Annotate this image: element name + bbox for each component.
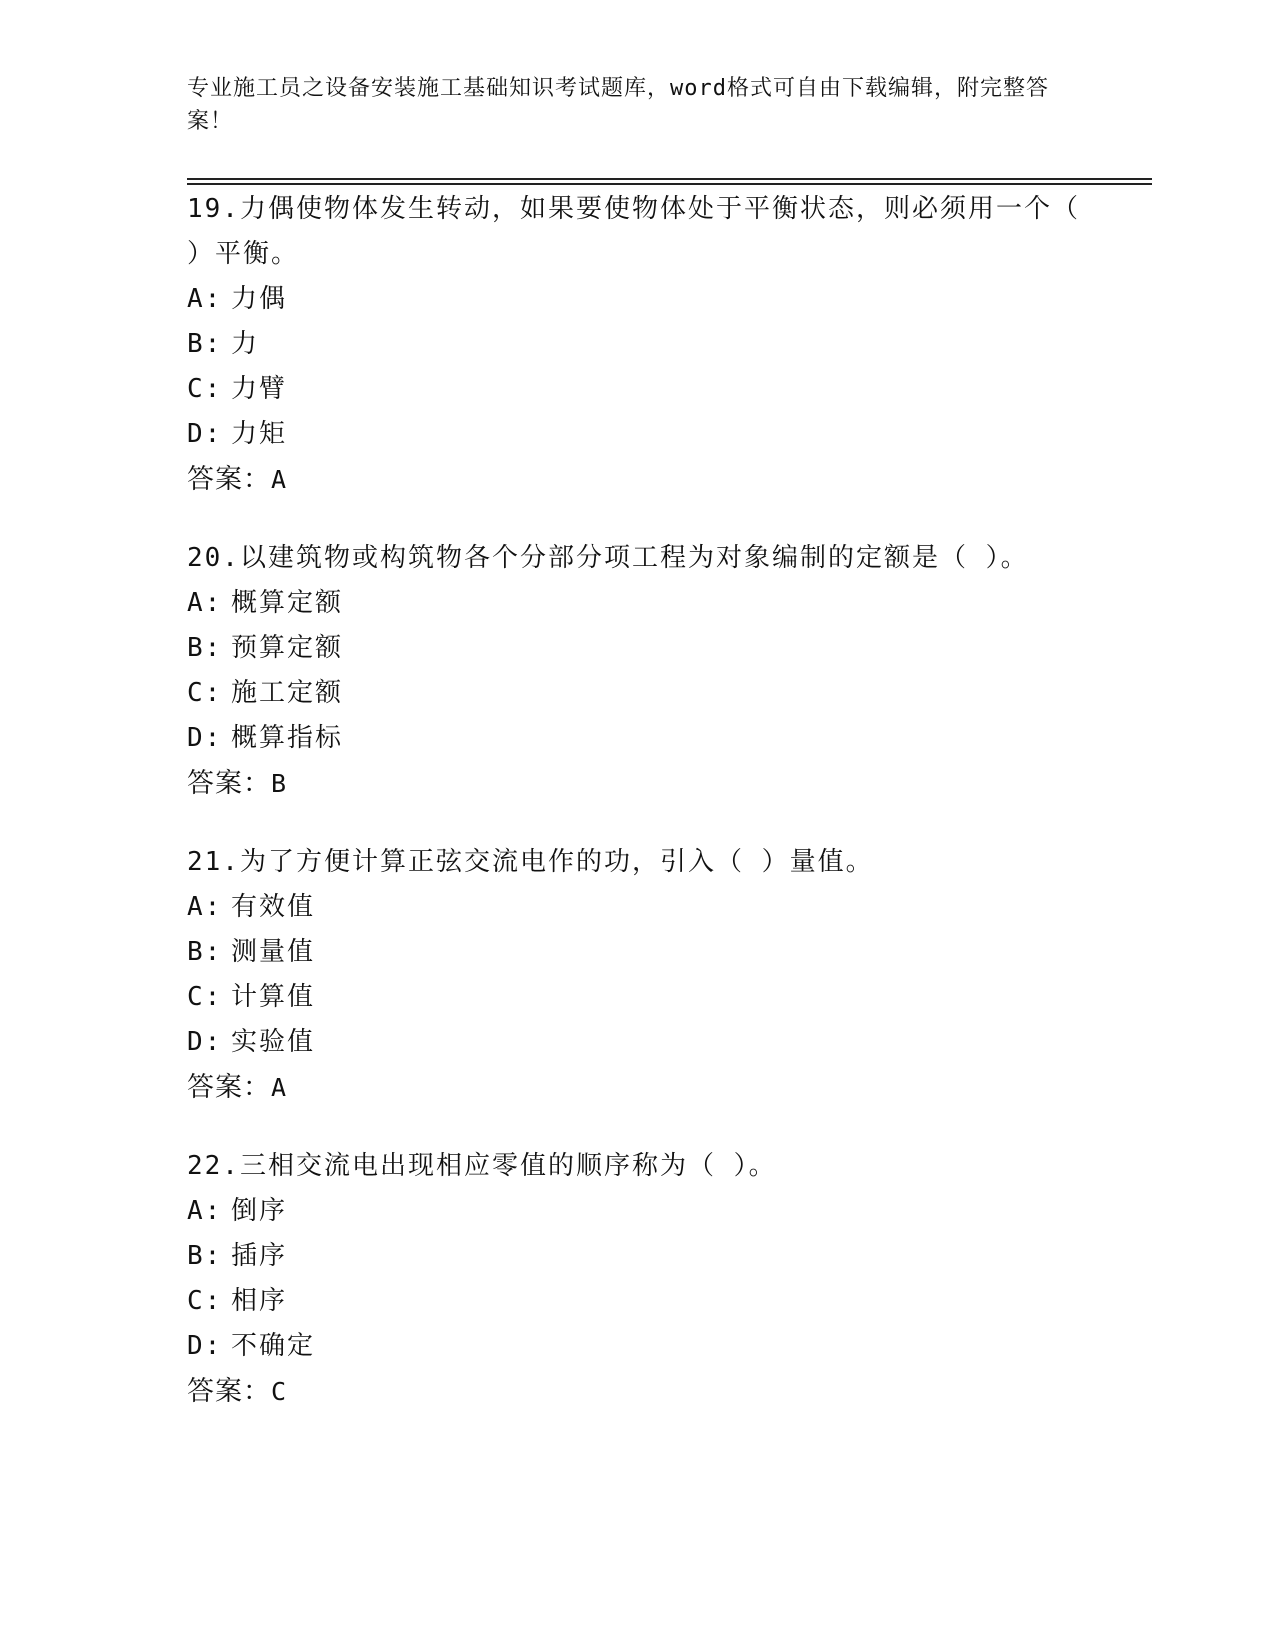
question-19: [187, 187, 1087, 502]
option-key: D:: [187, 419, 223, 449]
option-d: [187, 412, 1087, 457]
option-a: [187, 885, 1087, 930]
answer-label: 答案：: [187, 1376, 271, 1407]
option-text: 有效值: [231, 892, 316, 922]
option-c: [187, 975, 1087, 1020]
option-text: 实验值: [231, 1027, 316, 1057]
option-d: [187, 1324, 1087, 1369]
answer-label: 答案：: [187, 768, 271, 799]
document-header: 专业施工员之设备安装施工基础知识考试题库，word格式可自由下载编辑，附完整答案！: [187, 76, 1049, 134]
option-key: B:: [187, 1241, 223, 1271]
option-text: 倒序: [231, 1196, 288, 1226]
answer-line: [187, 1369, 1087, 1414]
option-key: A:: [187, 1196, 223, 1226]
option-text: 力偶: [231, 284, 288, 314]
question-list: [187, 187, 1087, 1448]
option-key: D:: [187, 1027, 223, 1057]
option-key: C:: [187, 374, 223, 404]
option-text: 概算定额: [231, 588, 344, 618]
question-21: [187, 840, 1087, 1110]
option-text: 不确定: [231, 1331, 316, 1361]
option-c: [187, 1279, 1087, 1324]
option-b: [187, 930, 1087, 975]
answer-label: 答案：: [187, 1072, 271, 1103]
answer-value: B: [271, 769, 288, 798]
option-text: 力臂: [231, 374, 288, 404]
option-key: B:: [187, 937, 223, 967]
question-stem: 20.以建筑物或构筑物各个分部分项工程为对象编制的定额是（ ）。: [187, 543, 1029, 573]
option-key: D:: [187, 723, 223, 753]
option-text: 插序: [231, 1241, 288, 1271]
option-text: 力: [231, 329, 260, 359]
option-key: A:: [187, 284, 223, 314]
option-text: 测量值: [231, 937, 316, 967]
option-key: A:: [187, 588, 223, 618]
option-c: [187, 367, 1087, 412]
option-key: D:: [187, 1331, 223, 1361]
option-b: [187, 1234, 1087, 1279]
question-stem: 22.三相交流电出现相应零值的顺序称为（ ）。: [187, 1151, 777, 1181]
answer-label: 答案：: [187, 464, 271, 495]
option-text: 施工定额: [231, 678, 344, 708]
question-stem: 21.为了方便计算正弦交流电作的功，引入（ ）量值。: [187, 847, 874, 877]
answer-value: A: [271, 1073, 288, 1102]
option-text: 计算值: [231, 982, 316, 1012]
option-d: [187, 716, 1087, 761]
question-stem: 19.力偶使物体发生转动，如果要使物体处于平衡状态，则必须用一个（ ）平衡。: [187, 194, 1080, 269]
option-c: [187, 671, 1087, 716]
answer-value: C: [271, 1377, 288, 1406]
option-key: C:: [187, 1286, 223, 1316]
option-text: 力矩: [231, 419, 288, 449]
option-text: 概算指标: [231, 723, 344, 753]
answer-value: A: [271, 465, 288, 494]
header-divider-bottom: [187, 183, 1152, 185]
answer-line: [187, 457, 1087, 502]
header-divider-top: [187, 178, 1152, 180]
option-text: 相序: [231, 1286, 288, 1316]
option-d: [187, 1020, 1087, 1065]
option-key: B:: [187, 633, 223, 663]
option-a: [187, 277, 1087, 322]
option-key: A:: [187, 892, 223, 922]
question-22: [187, 1144, 1087, 1414]
option-key: C:: [187, 982, 223, 1012]
option-b: [187, 626, 1087, 671]
option-key: C:: [187, 678, 223, 708]
answer-line: [187, 761, 1087, 806]
answer-line: [187, 1065, 1087, 1110]
option-a: [187, 581, 1087, 626]
option-b: [187, 322, 1087, 367]
option-key: B:: [187, 329, 223, 359]
question-20: [187, 536, 1087, 806]
option-a: [187, 1189, 1087, 1234]
option-text: 预算定额: [231, 633, 344, 663]
